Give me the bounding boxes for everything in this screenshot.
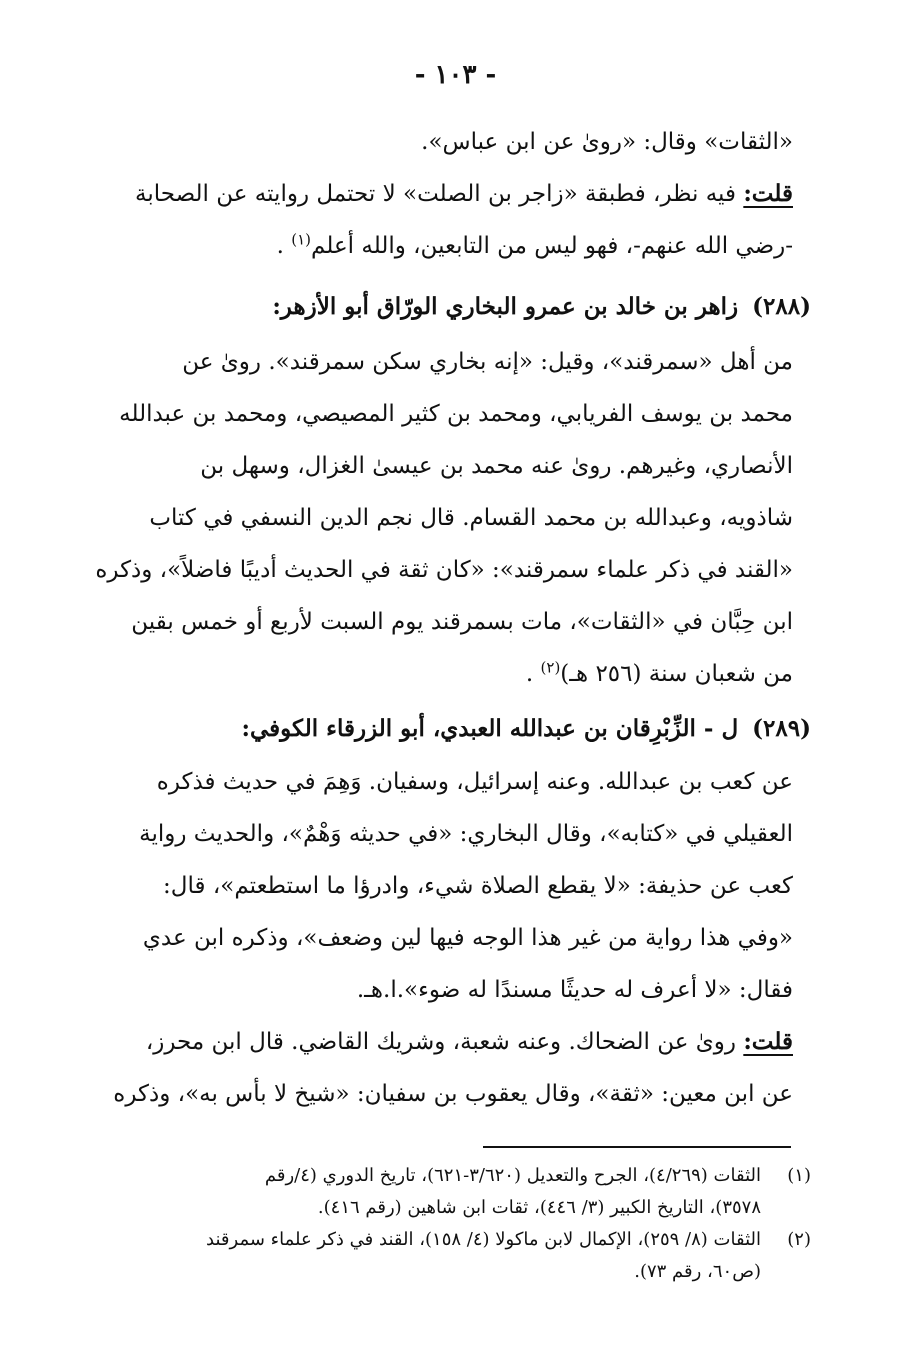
footnote-line: [91, 1224, 811, 1256]
footnote-line: ٣٥٧٨)، التاريخ الكبير (٣/ ٤٤٦)، ثقات ابن شاهين (رقم ٤١٦).: [317, 1197, 761, 1218]
intro-paragraph: [93, 116, 793, 272]
footnotes: [91, 1160, 811, 1288]
text-line: شاذويه، وعبدالله بن محمد القسام. قال نجم الدين النسفي في كتاب: [149, 505, 793, 531]
entry-body-289: [93, 756, 793, 1120]
text-line: عن ابن معين: «ثقة»، وقال يعقوب بن سفيان: «شيخ لا بأس به»، وذكره: [113, 1081, 793, 1107]
end-punct: .: [525, 661, 534, 687]
entry-heading-288: [91, 293, 811, 320]
text-line: [93, 220, 793, 272]
text-line: [93, 648, 793, 700]
entry-title: ل - الزِّبْرِقان بن عبدالله العبدي، أبو الزرقاء الكوفي:: [241, 715, 739, 742]
text-line: كعب عن حذيفة: «لا يقطع الصلاة شيء، وادرؤا ما استطعتم»، قال:: [163, 873, 793, 899]
text-line: [93, 1016, 793, 1068]
footnote-text: الثقات (٤/٢٦٩)، الجرح والتعديل (٣/٦٢٠-٦٢١)، تاريخ الدوري (٤/رقم: [264, 1165, 761, 1186]
text-line-content: من شعبان سنة (٢٥٦ هـ): [560, 661, 793, 687]
entry-body-288: [93, 336, 793, 700]
text-line: العقيلي في «كتابه»، وقال البخاري: «في حديثه وَهْمٌ»، والحديث رواية: [139, 821, 793, 847]
text-line-content: -رضي الله عنهم-، فهو ليس من التابعين، والله أعلم: [311, 233, 793, 259]
entry-heading-289: [91, 715, 811, 742]
footnote-line: [91, 1160, 811, 1192]
text-line-content: فيه نظر، فطبقة «زاجر بن الصلت» لا تحتمل روايته عن الصحابة: [135, 181, 736, 207]
entry-number: (٢٨٩): [752, 715, 811, 742]
text-line: «وفي هذا رواية من غير هذا الوجه فيها لين وضعف»، وذكره ابن عدي: [142, 925, 793, 951]
entry-title: زاهر بن خالد بن عمرو البخاري الورّاق أبو الأزهر:: [272, 293, 739, 320]
footnote-number: (٢): [787, 1229, 811, 1250]
text-line: «الثقات» وقال: «روىٰ عن ابن عباس».: [421, 129, 793, 155]
text-line: عن كعب بن عبدالله. وعنه إسرائيل، وسفيان. وَهِمَ في حديث فذكره: [156, 769, 793, 795]
entry-number: (٢٨٨): [752, 293, 811, 320]
footnote-text: الثقات (٨/ ٢٥٩)، الإكمال لابن ماكولا (٤/ ١٥٨)، القند في ذكر علماء سمرقند: [206, 1229, 761, 1250]
qult-label: قلت:: [743, 1028, 793, 1055]
footnote-ref: (٢): [540, 658, 561, 677]
qult-label: قلت:: [743, 180, 793, 207]
text-line: من أهل «سمرقند»، وقيل: «إنه بخاري سكن سمرقند». روىٰ عن: [182, 349, 793, 375]
footnote-divider: [483, 1146, 791, 1148]
end-punct: .: [276, 233, 284, 259]
page-number: - ١٠٣ -: [414, 60, 497, 90]
text-line: الأنصاري، وغيرهم. روىٰ عنه محمد بن عيسىٰ الغزال، وسهل بن: [200, 453, 793, 479]
footnote-line: (ص٦٠، رقم ٧٣).: [634, 1261, 761, 1282]
text-line: «القند في ذكر علماء سمرقند»: «كان ثقة في الحديث أديبًا فاضلاً»، وذكره: [95, 557, 793, 583]
text-line-content: روىٰ عن الضحاك. وعنه شعبة، وشريك القاضي. قال ابن محرز،: [145, 1029, 736, 1055]
footnote-ref: (١): [291, 230, 312, 249]
text-line: [93, 168, 793, 220]
text-line: ابن حِبَّان في «الثقات»، مات بسمرقند يوم السبت لأربع أو خمس بقين: [131, 609, 793, 635]
text-line: محمد بن يوسف الفريابي، ومحمد بن كثير المصيصي، ومحمد بن عبدالله: [119, 401, 793, 427]
text-line: فقال: «لا أعرف له حديثًا مسندًا له ضوء».ا.هـ.: [356, 977, 793, 1003]
footnote-number: (١): [787, 1165, 811, 1186]
